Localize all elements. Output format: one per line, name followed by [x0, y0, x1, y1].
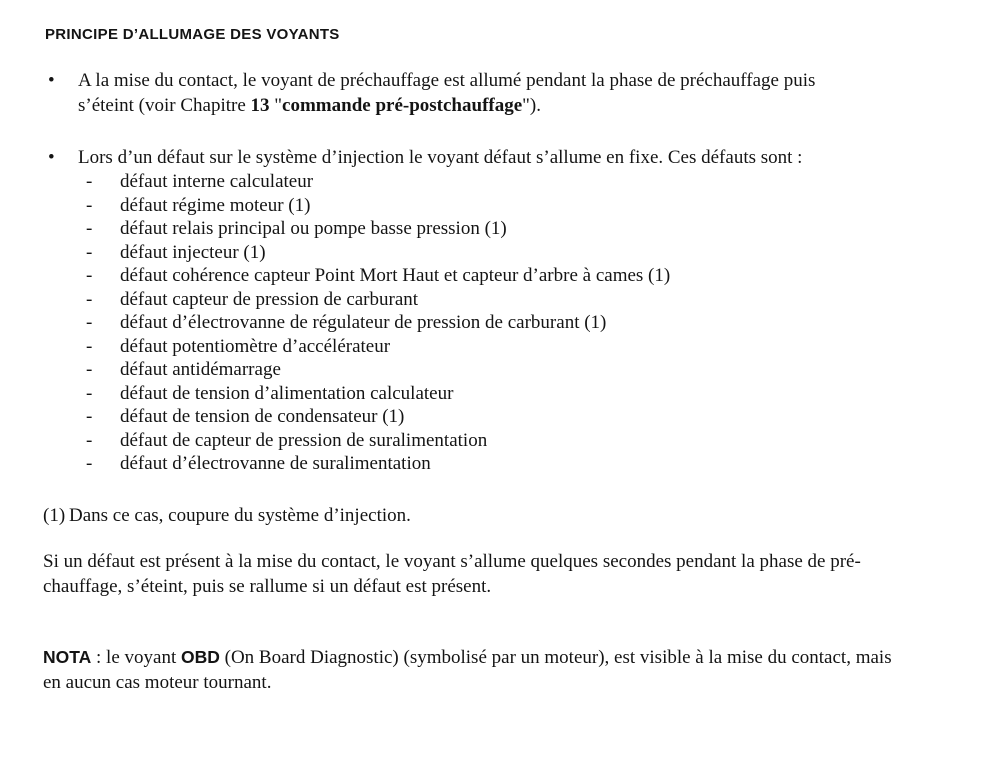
bullet-text	[78, 68, 1000, 118]
dash-icon: -	[86, 335, 93, 357]
bullet-item-preheating	[48, 68, 1000, 118]
fault-item	[86, 194, 1000, 218]
fault-text: défaut de tension d’alimentation calculateur	[120, 382, 454, 404]
fault-text: défaut d’électrovanne de régulateur de pression de carburant (1)	[120, 312, 607, 333]
fault-item	[86, 170, 1000, 194]
dash-icon: -	[86, 429, 93, 451]
dash-icon: -	[86, 382, 93, 404]
fault-item	[86, 382, 1000, 406]
dash-icon: -	[86, 241, 93, 263]
dash-icon: -	[86, 218, 93, 239]
fault-list	[86, 170, 1000, 476]
quote-close: ").	[522, 95, 541, 116]
dash-icon: -	[86, 359, 93, 380]
fault-item	[86, 358, 1000, 382]
chapter-title: commande pré-postchauffage	[282, 95, 523, 116]
paragraph-fault-at-ignition	[43, 549, 1000, 599]
bullet2-intro: Lors d’un défaut sur le système d’injection le voyant défaut s’allume en fixe. Ces défauts sont :	[78, 147, 803, 168]
footnote	[43, 503, 1000, 528]
fault-text: défaut cohérence capteur Point Mort Haut et capteur d’arbre à cames (1)	[120, 265, 671, 286]
bullet-icon: •	[48, 147, 55, 168]
dash-icon: -	[86, 194, 93, 216]
bullet-text	[78, 145, 1000, 476]
dash-icon: -	[86, 288, 93, 310]
paragraph-line1: Si un défaut est présent à la mise du contact, le voyant s’allume quelques secondes pendant la phase de pré-	[43, 550, 861, 572]
fault-text: défaut interne calculateur	[120, 171, 314, 192]
fault-text: défaut injecteur (1)	[120, 241, 266, 263]
dash-icon: -	[86, 171, 93, 192]
bullet1-line1: A la mise du contact, le voyant de préchauffage est allumé pendant la phase de préchauffage puis	[78, 70, 816, 91]
nota-label: NOTA	[43, 646, 92, 667]
obd-label: OBD	[180, 646, 220, 667]
fault-item	[86, 311, 1000, 335]
dash-icon: -	[86, 265, 93, 286]
dash-icon: -	[86, 453, 93, 474]
nota-block	[43, 645, 1000, 695]
page-title: PRINCIPE D’ALLUMAGE DES VOYANTS	[45, 26, 340, 43]
nota-line1	[43, 645, 1000, 670]
fault-item	[86, 241, 1000, 265]
bullet1-line2-start: s’éteint (voir Chapitre	[78, 95, 251, 116]
quote-open: "	[269, 95, 283, 116]
fault-text: défaut capteur de pression de carburant	[120, 288, 419, 310]
fault-item	[86, 452, 1000, 476]
fault-text: défaut d’électrovanne de suralimentation	[120, 453, 431, 474]
fault-text: défaut potentiomètre d’accélérateur	[120, 335, 391, 357]
fault-item	[86, 288, 1000, 312]
fault-item	[86, 405, 1000, 429]
fault-item	[86, 429, 1000, 453]
bullet-icon: •	[48, 70, 55, 91]
nota-line1-rest: (On Board Diagnostic) (symbolisé par un moteur), est visible à la mise du contact, mais	[219, 646, 892, 668]
fault-text: défaut antidémarrage	[120, 359, 281, 380]
bullet1-line2	[78, 93, 1000, 118]
footnote-marker: (1)	[43, 504, 66, 526]
fault-text: défaut relais principal ou pompe basse pression (1)	[120, 218, 507, 239]
nota-line2: en aucun cas moteur tournant.	[43, 671, 272, 693]
bullet-item-faults	[48, 145, 1000, 476]
footnote-text: Dans ce cas, coupure du système d’injection.	[69, 504, 411, 526]
fault-item	[86, 264, 1000, 288]
fault-text: défaut régime moteur (1)	[120, 194, 311, 216]
fault-text: défaut de tension de condensateur (1)	[120, 406, 405, 427]
dash-icon: -	[86, 406, 93, 427]
fault-item	[86, 335, 1000, 359]
chapter-number: 13	[250, 95, 270, 116]
fault-text: défaut de capteur de pression de suralimentation	[120, 429, 488, 451]
fault-item	[86, 217, 1000, 241]
dash-icon: -	[86, 312, 93, 333]
nota-after-label: : le voyant	[91, 646, 181, 668]
paragraph-line2: chauffage, s’éteint, puis se rallume si un défaut est présent.	[43, 575, 492, 597]
